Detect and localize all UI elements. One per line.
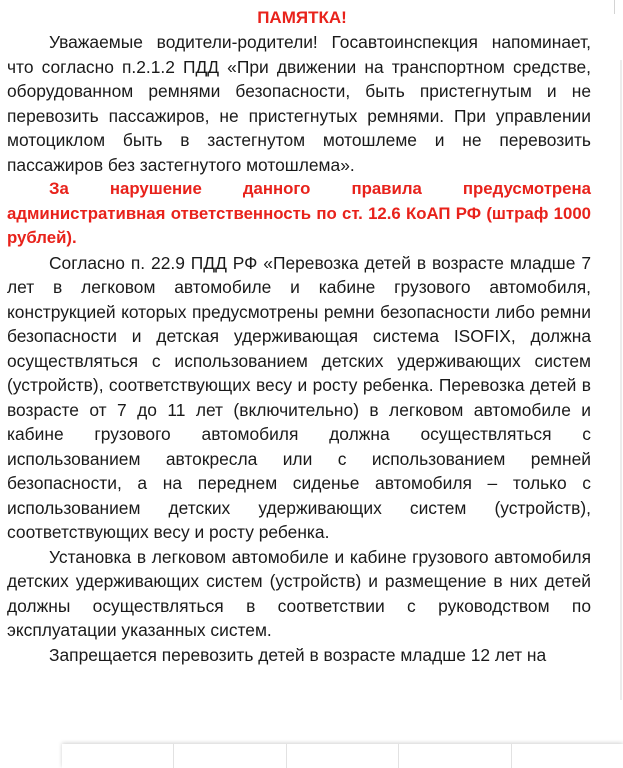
toolbar-slot-2[interactable] (174, 744, 286, 768)
paragraph-prohibition: Запрещается перевозить детей в возрасте младше 12 лет на (49, 644, 547, 665)
paragraph-child-transport-rule: Согласно п. 22.9 ПДД РФ «Перевозка детей в возрасте младше 7 лет в легковом автомобиле и кабине грузового автомобиля, конструкцией которых предусмотрены ремни безопасности либо ремни безопасности и детская удерживающая система ISOFIX, должна осуществляться с использованием детских удерживающих систем (устройств), соответствующих весу и росту ребенка. Перевозка детей в возрасте от 7 до 11 лет (включительно) в легковом автомобиле и кабине грузового автомобиля должна осуществляться с использованием автокресла или с использованием ремней безопасности, а на переднем сиденье автомобиля – только с использованием детских удерживающих систем (устройств), соответствующих весу и росту ребенка. (7, 252, 591, 542)
paragraph-child-seat-installation: Установка в легковом автомобиле и кабине грузового автомобиля детских удерживающих систем (устройств) и размещение в них детей должны осуществляться в соответствии с руководством по эксплуатации указанных систем. (7, 546, 591, 640)
toolbar-slot-3[interactable] (287, 744, 399, 768)
paragraph-penalty-warning: За нарушение данного правила предусмотрена административная ответственность по ст. 12.6 КоАП РФ (штраф 1000 рублей). (7, 179, 591, 247)
toolbar-slot-1[interactable] (62, 744, 174, 768)
document-page (7, 0, 591, 667)
window-corner-control (614, 0, 623, 14)
scrollbar-track[interactable] (620, 60, 622, 700)
bottom-toolbar (62, 744, 623, 768)
toolbar-slot-5[interactable] (512, 744, 623, 768)
paragraph-seatbelt-rule: Уважаемые водители-родители! Госавтоинспекция напоминает, что согласно п.2.1.2 ПДД «При движении на транспортном средстве, оборудованном ремнями безопасности, быть пристегнутым и не перевозить пассажиров, не пристегнутых ремнями. При управлении мотоциклом быть в застегнутом мотошлеме и не перевозить пассажиров без застегнутого мотошлема». (7, 32, 591, 175)
toolbar-slot-4[interactable] (399, 744, 511, 768)
document-title: ПАМЯТКА! (257, 8, 347, 27)
